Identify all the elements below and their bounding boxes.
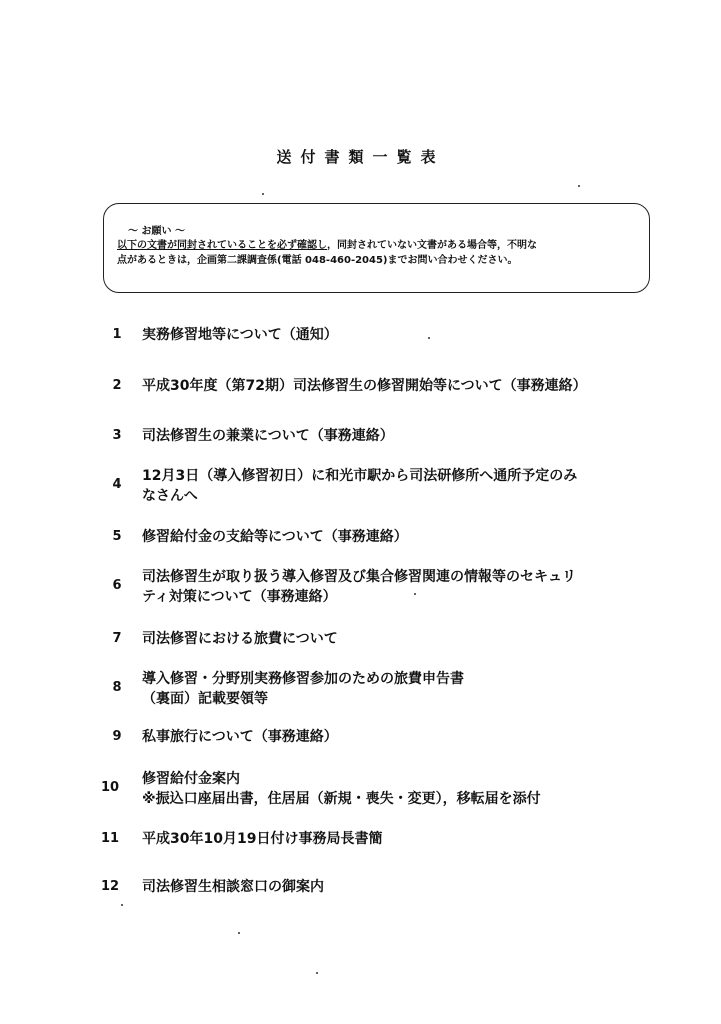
item-number: 12 <box>100 879 120 894</box>
item-text: 平成30年度（第72期）司法修習生の修習開始等について（事務連絡） <box>142 378 587 394</box>
item-text: 実務修習地等について（通知） <box>142 327 338 343</box>
item-number: 9 <box>112 729 122 744</box>
item-number: 2 <box>112 378 122 393</box>
item-text: 導入修習・分野別実務修習参加のための旅費申告書 <box>142 671 464 687</box>
scan-speck <box>316 972 318 974</box>
item-text: 司法修習生相談窓口の御案内 <box>142 879 324 895</box>
notice-text-line1: ，同封されていない文書がある場合等，不明な <box>327 240 537 251</box>
item-text: 司法修習生が取り扱う導入修習及び集合修習関連の情報等のセキュリ <box>142 569 576 585</box>
item-text: 司法修習生の兼業について（事務連絡） <box>142 428 394 444</box>
document-title: 送付書類一覧表 <box>276 148 445 166</box>
item-text: 私事旅行について（事務連絡） <box>142 729 338 745</box>
item-number: 10 <box>100 780 120 795</box>
item-number: 1 <box>112 327 122 342</box>
item-text: ※振込口座届出書，住居届（新規・喪失・変更），移転届を添付 <box>142 791 541 807</box>
notice-underlined-text: 以下の文書が同封されていることを必ず確認し <box>117 240 327 251</box>
scan-speck <box>262 193 264 195</box>
notice-body <box>117 238 645 268</box>
item-number: 4 <box>112 477 122 492</box>
scan-speck <box>578 185 580 187</box>
item-number: 8 <box>112 680 122 695</box>
notice-box <box>103 203 650 293</box>
item-text: 司法修習における旅費について <box>142 631 338 647</box>
item-text: 修習給付金の支給等について（事務連絡） <box>142 529 408 545</box>
scan-speck <box>414 593 416 595</box>
item-number: 11 <box>100 831 120 846</box>
scan-speck <box>238 932 240 934</box>
item-text: なさんへ <box>142 488 198 504</box>
item-text: 修習給付金案内 <box>142 771 240 787</box>
item-number: 3 <box>112 428 122 443</box>
scan-speck <box>121 904 123 906</box>
item-text: ティ対策について（事務連絡） <box>142 589 337 605</box>
item-text: （裏面）記載要領等 <box>142 691 268 707</box>
notice-text-line2: 点があるときは，企画第二課調査係(電話 048-460-2045)までお問い合わせください。 <box>117 255 518 266</box>
item-number: 7 <box>112 631 122 646</box>
item-number: 5 <box>112 529 122 544</box>
scan-speck <box>428 337 430 339</box>
notice-heading: ～ お願い ～ <box>128 226 185 237</box>
item-text: 平成30年10月19日付け事務局長書簡 <box>142 831 383 847</box>
item-number: 6 <box>112 578 122 593</box>
item-text: 12月3日（導入修習初日）に和光市駅から司法研修所へ通所予定のみ <box>142 468 578 484</box>
